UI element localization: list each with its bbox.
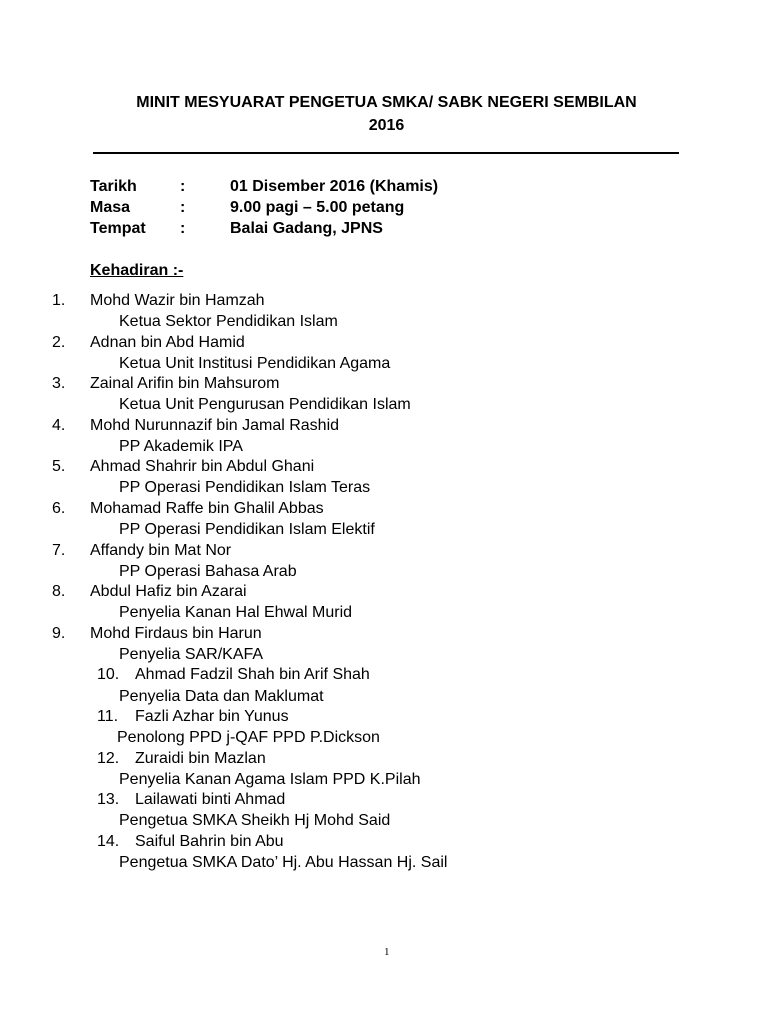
attendee-position: Penyelia Data dan Maklumat	[119, 688, 324, 705]
attendee-name: Adnan bin Abd Hamid	[90, 334, 245, 351]
attendee-name: Mohd Wazir bin Hamzah	[90, 292, 265, 309]
attendee-position: Ketua Sektor Pendidikan Islam	[119, 313, 338, 330]
attendee-position: Ketua Unit Pengurusan Pendidikan Islam	[119, 396, 411, 413]
attendee-position: PP Operasi Pendidikan Islam Elektif	[119, 521, 375, 538]
meta-colon: :	[180, 178, 186, 195]
attendance-heading: Kehadiran :-	[90, 262, 184, 279]
attendee-position: PP Operasi Pendidikan Islam Teras	[119, 479, 371, 496]
attendee-number: 4.	[52, 417, 66, 434]
attendee-position: Penyelia Kanan Agama Islam PPD K.Pilah	[119, 771, 421, 788]
meta-colon: :	[180, 199, 186, 216]
meta-label: Tarikh	[90, 178, 137, 195]
meta-value: Balai Gadang, JPNS	[230, 220, 383, 237]
attendee-number: 6.	[52, 500, 66, 517]
attendee-number: 14.	[97, 833, 120, 850]
attendee-number: 13.	[97, 791, 120, 808]
meta-label: Tempat	[90, 220, 146, 237]
attendee-position: Ketua Unit Institusi Pendidikan Agama	[119, 355, 391, 372]
attendee-name: Ahmad Fadzil Shah bin Arif Shah	[135, 666, 370, 683]
attendee-name: Zainal Arifin bin Mahsurom	[90, 375, 280, 392]
attendee-position: Penyelia Kanan Hal Ehwal Murid	[119, 604, 353, 621]
page-number: 1	[384, 946, 390, 958]
document-title-year: 2016	[368, 117, 405, 134]
attendee-position: Pengetua SMKA Dato’ Hj. Abu Hassan Hj. Sail	[119, 854, 448, 871]
attendee-number: 11.	[97, 708, 119, 725]
attendee-name: Affandy bin Mat Nor	[90, 542, 232, 559]
attendee-name: Mohamad Raffe bin Ghalil Abbas	[90, 500, 324, 517]
title-underline-rule	[93, 152, 679, 154]
attendee-number: 10.	[97, 666, 120, 683]
attendee-number: 9.	[52, 625, 66, 642]
meta-value: 9.00 pagi – 5.00 petang	[230, 199, 405, 216]
attendee-number: 8.	[52, 583, 66, 600]
attendee-position: Penolong PPD j-QAF PPD P.Dickson	[117, 729, 380, 746]
meta-label: Masa	[90, 199, 131, 216]
attendee-number: 7.	[52, 542, 66, 559]
attendee-name: Ahmad Shahrir bin Abdul Ghani	[90, 458, 315, 475]
attendee-position: PP Akademik IPA	[119, 438, 243, 455]
attendee-position: Penyelia SAR/KAFA	[119, 646, 264, 663]
attendee-name: Zuraidi bin Mazlan	[135, 750, 266, 767]
meta-colon: :	[180, 220, 186, 237]
attendee-position: Pengetua SMKA Sheikh Hj Mohd Said	[119, 812, 391, 829]
attendee-name: Abdul Hafiz bin Azarai	[90, 583, 247, 600]
attendee-name: Mohd Firdaus bin Harun	[90, 625, 262, 642]
meta-value: 01 Disember 2016 (Khamis)	[230, 178, 439, 195]
attendee-name: Lailawati binti Ahmad	[135, 791, 286, 808]
attendee-number: 1.	[52, 292, 66, 309]
attendee-number: 3.	[52, 375, 66, 392]
attendee-name: Saiful Bahrin bin Abu	[135, 833, 284, 850]
document-title: MINIT MESYUARAT PENGETUA SMKA/ SABK NEGERI SEMBILAN	[136, 94, 637, 111]
attendee-name: Mohd Nurunnazif bin Jamal Rashid	[90, 417, 340, 434]
attendee-position: PP Operasi Bahasa Arab	[119, 563, 297, 580]
attendee-number: 5.	[52, 458, 66, 475]
attendee-name: Fazli Azhar bin Yunus	[135, 708, 289, 725]
attendee-number: 12.	[97, 750, 120, 767]
attendee-number: 2.	[52, 334, 66, 351]
